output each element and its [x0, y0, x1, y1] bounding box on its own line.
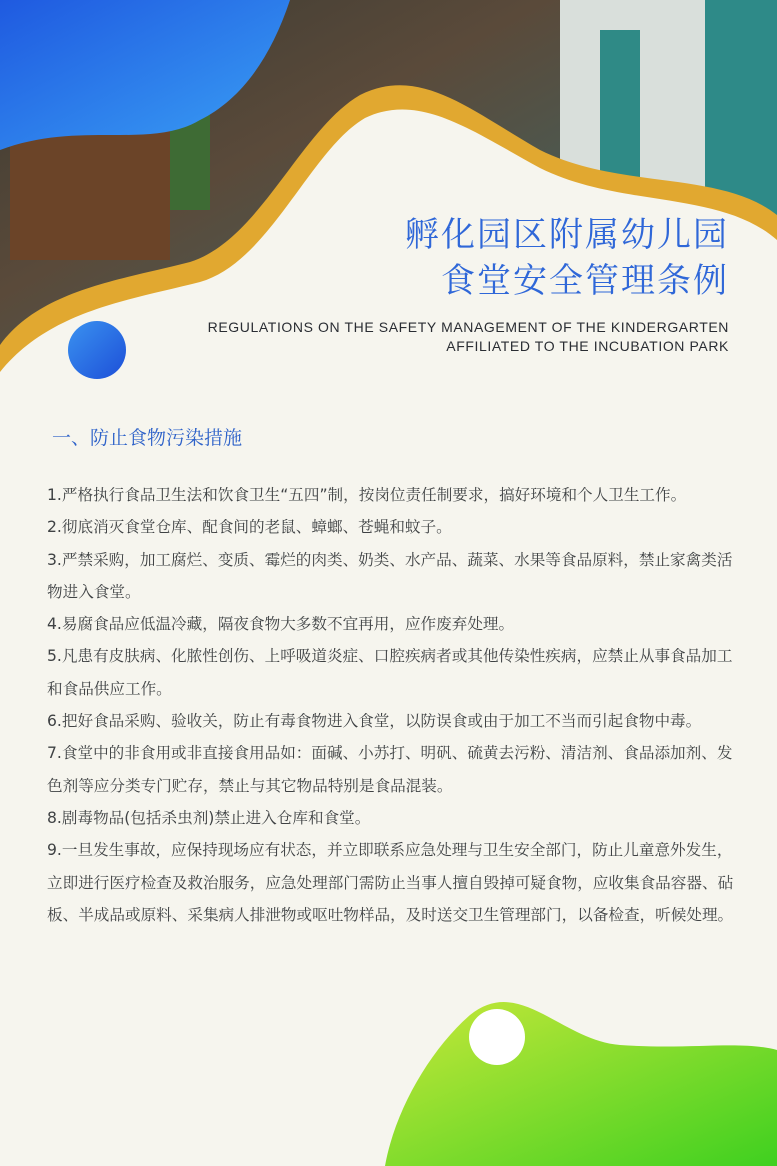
regulation-list: [47, 479, 737, 931]
white-circle-decoration: [469, 1009, 525, 1065]
regulation-item: 6.把好食品采购、验收关，防止有毒食物进入食堂，以防误食或由于加工不当而引起食物中毒。: [47, 712, 702, 731]
regulation-item: 9.一旦发生事故，应保持现场应有状态，并立即联系应急处理与卫生安全部门，防止儿童意外发生，立即进行医疗检查及救治服务，应急处理部门需防止当事人擅自毁掉可疑食物，应收集食品容器、砧板、半成品或原料、采集病人排泄物或呕吐物样品，及时送交卫生管理部门，以备检查，听候处理。: [47, 841, 734, 924]
regulation-item: 1.严格执行食品卫生法和饮食卫生“五四”制，按岗位责任制要求，搞好环境和个人卫生工作。: [47, 486, 687, 504]
regulation-item: 5.凡患有皮肤病、化脓性创伤、上呼吸道炎症、口腔疾病者或其他传染性疾病，应禁止从事食品加工和食品供应工作。: [47, 647, 733, 698]
section-heading: 一、防止食物污染措施: [52, 427, 243, 449]
regulation-item: 2.彻底消灭食堂仓库、配食间的老鼠、蟑螂、苍蝇和蚊子。: [47, 518, 452, 537]
title-line-1: 孵化园区附属幼儿园: [405, 215, 729, 255]
subtitle-line-1: REGULATIONS ON THE SAFETY MANAGEMENT OF THE KINDERGARTEN: [207, 319, 729, 335]
regulation-item: 7.食堂中的非食用或非直接食用品如：面碱、小苏打、明矾、硫黄去污粉、清洁剂、食品添加剂、发色剂等应分类专门贮存，禁止与其它物品特别是食品混装。: [47, 744, 733, 795]
subtitle-line-2: AFFILIATED TO THE INCUBATION PARK: [446, 338, 729, 354]
english-subtitle: [208, 318, 729, 356]
poster-title: [405, 212, 729, 304]
regulation-item: 3.严禁采购，加工腐烂、变质、霉烂的肉类、奶类、水产品、蔬菜、水果等食品原料，禁止家禽类活物进入食堂。: [47, 550, 733, 601]
title-line-2: 食堂安全管理条例: [441, 261, 729, 301]
regulation-item: 4.易腐食品应低温冷藏，隔夜食物大多数不宜再用，应作废弃处理。: [47, 615, 515, 634]
blue-circle-decoration: [68, 321, 126, 379]
regulation-item: 8.剧毒物品(包括杀虫剂)禁止进入仓库和食堂。: [47, 808, 371, 827]
